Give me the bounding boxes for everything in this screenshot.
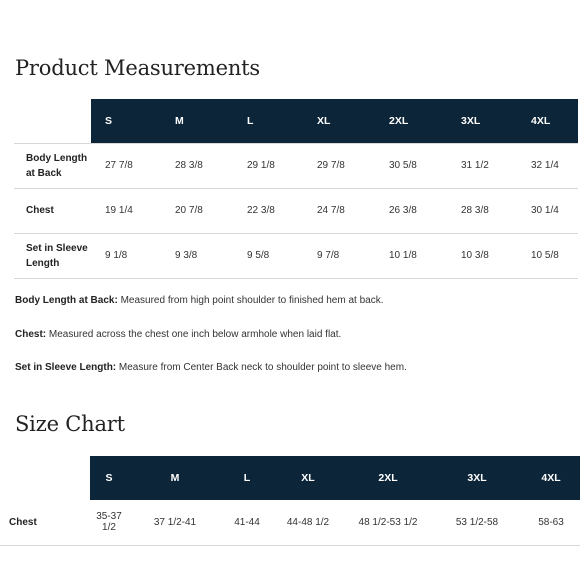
table-cell: 28 3/8	[175, 160, 203, 171]
table-cell: 9 5/8	[247, 250, 270, 261]
table-cell: 10 1/8	[389, 250, 417, 261]
note-term: Body Length at Back:	[15, 295, 118, 306]
size-header: M	[128, 456, 222, 500]
header-corner	[14, 99, 91, 143]
note-sleeve-length	[15, 362, 407, 373]
table-cell: 22 3/8	[247, 205, 275, 216]
note-text: Measured from high point shoulder to finished hem at back.	[117, 295, 384, 306]
table-cell: 9 1/8	[105, 250, 128, 261]
table-cell: 28 3/8	[461, 205, 489, 216]
table-cell: 26 3/8	[389, 205, 417, 216]
note-term: Set in Sleeve Length:	[15, 362, 117, 373]
table-cell: 31 1/2	[461, 160, 489, 171]
table-cell: 58-63	[538, 516, 564, 528]
product-measurements-title: Product Measurements	[15, 56, 260, 80]
table-cell: 9 7/8	[317, 250, 340, 261]
table-cell: 35-37 1/2	[96, 511, 122, 534]
note-body-length	[15, 295, 384, 306]
size-header: XL	[272, 456, 344, 500]
table-cell: 24 7/8	[317, 205, 345, 216]
size-header: S	[90, 456, 128, 500]
header-corner	[0, 456, 90, 500]
size-header: L	[233, 99, 303, 143]
table-cell: 44-48 1/2	[286, 516, 330, 528]
table-cell: 29 1/8	[247, 160, 275, 171]
row-label: Chest	[26, 205, 54, 216]
table-cell: 10 3/8	[461, 250, 489, 261]
table-row	[0, 500, 580, 545]
table-cell: 53 1/2-58	[455, 516, 499, 528]
size-chart-title: Size Chart	[15, 412, 125, 436]
table-cell: 41-44	[234, 516, 260, 528]
table-row	[14, 233, 578, 278]
table-cell: 32 1/4	[531, 160, 559, 171]
table-row	[14, 188, 578, 233]
size-header: 4XL	[522, 456, 580, 500]
size-header: M	[161, 99, 233, 143]
table-cell: 48 1/2-53 1/2	[358, 516, 418, 528]
size-header: 3XL	[447, 99, 517, 143]
row-label: Body Length at Back	[26, 152, 88, 179]
table-cell: 29 7/8	[317, 160, 345, 171]
size-header: 2XL	[375, 99, 447, 143]
table-cell: 20 7/8	[175, 205, 203, 216]
table-header-row	[14, 99, 578, 143]
table-header-row	[0, 456, 580, 500]
size-header: 3XL	[432, 456, 522, 500]
table-cell: 27 7/8	[105, 160, 133, 171]
size-header: 2XL	[344, 456, 432, 500]
table-cell: 10 5/8	[531, 250, 559, 261]
product-measurements-table	[14, 99, 578, 279]
note-term: Chest:	[15, 329, 47, 340]
note-text: Measure from Center Back neck to shoulder point to sleeve hem.	[116, 362, 407, 373]
size-header: XL	[303, 99, 375, 143]
table-row	[14, 143, 578, 188]
row-label: Set in Sleeve Length	[26, 242, 88, 269]
size-chart-table	[0, 456, 580, 546]
table-cell: 30 1/4	[531, 205, 559, 216]
size-header: S	[91, 99, 161, 143]
table-cell: 37 1/2-41	[153, 516, 197, 528]
table-cell: 9 3/8	[175, 250, 198, 261]
row-label: Chest	[9, 516, 37, 528]
size-header: 4XL	[517, 99, 578, 143]
note-chest	[15, 329, 341, 340]
size-header: L	[222, 456, 272, 500]
table-cell: 30 5/8	[389, 160, 417, 171]
note-text: Measured across the chest one inch below armhole when laid flat.	[46, 329, 342, 340]
table-cell: 19 1/4	[105, 205, 133, 216]
